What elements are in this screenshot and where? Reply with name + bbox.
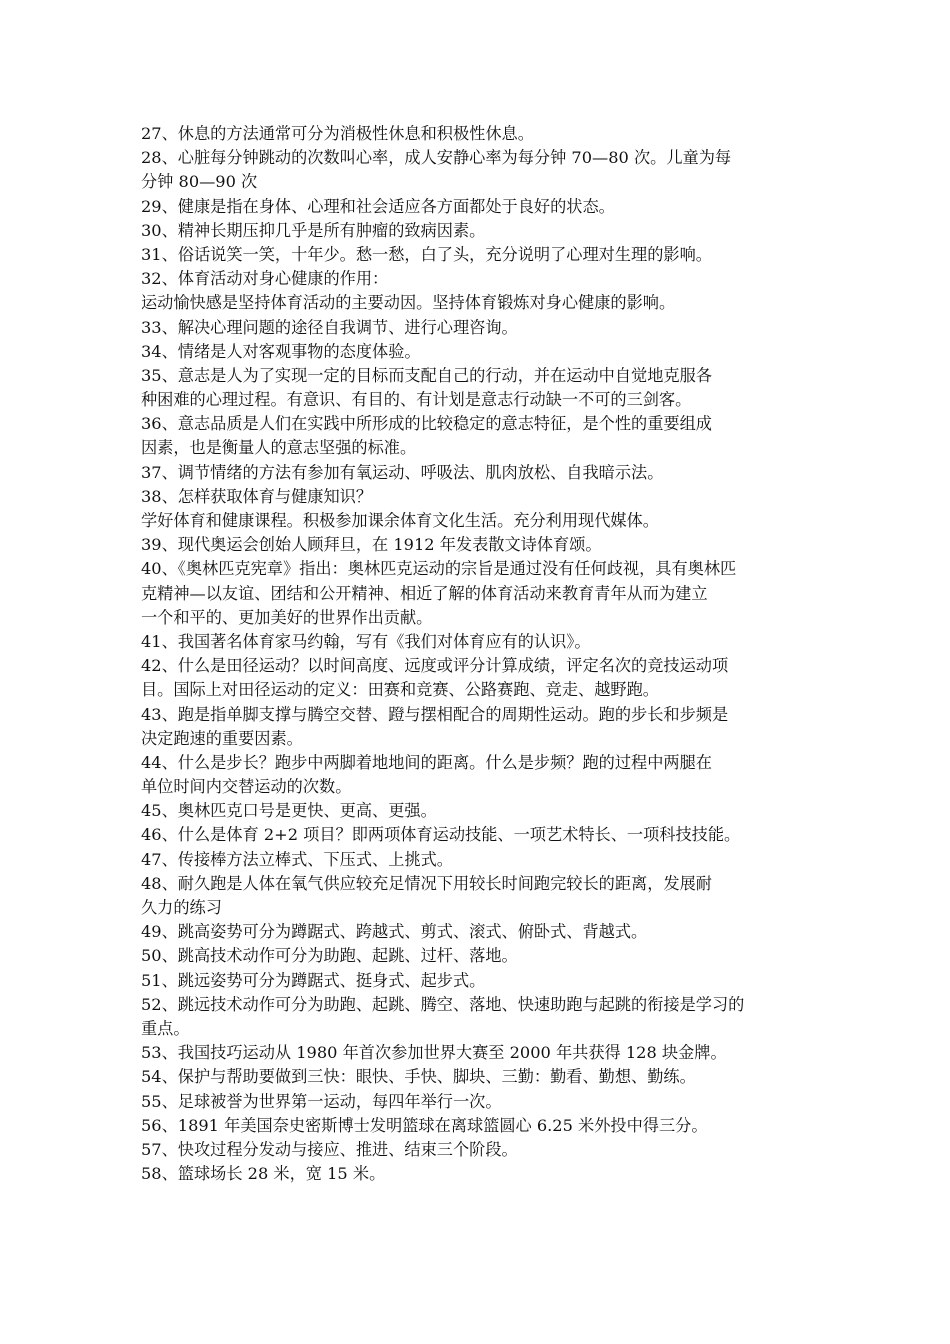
text-line: 36、意志品质是人们在实践中所形成的比较稳定的意志特征，是个性的重要组成 [141,414,712,434]
text-line: 55、足球被誉为世界第一运动，每四年举行一次。 [141,1091,502,1111]
text-line: 分钟 80—90 次 [141,172,258,192]
text-line: 克精神—以友谊、团结和公开精神、相近了解的体育活动来教育青年从而为建立 [141,583,708,603]
text-line: 31、俗话说笑一笑，十年少。愁一愁，白了头，充分说明了心理对生理的影响。 [141,244,712,264]
text-line: 27、休息的方法通常可分为消极性休息和积极性休息。 [141,124,534,143]
text-line: 37、调节情绪的方法有参加有氧运动、呼吸法、肌肉放松、自我暗示法。 [141,462,664,482]
text-line: 58、篮球场长 28 米，宽 15 米。 [141,1164,386,1184]
text-line: 50、跳高技术动作可分为助跑、起跳、过杆、落地。 [141,946,518,966]
text-line: 44、什么是步长？跑步中两脚着地地间的距离。什么是步频？跑的过程中两腿在 [141,752,712,772]
document-body [141,122,816,1186]
text-line: 种困难的心理过程。有意识、有目的、有计划是意志行动缺一不可的三剑客。 [141,390,692,410]
text-line: 33、解决心理问题的途径自我调节、进行心理咨询。 [141,317,518,337]
text-line: 53、我国技巧运动从 1980 年首次参加世界大赛至 2000 年共获得 128 块金牌。 [141,1043,727,1063]
text-line: 28、心脏每分钟跳动的次数叫心率，成人安静心率为每分钟 70—80 次。儿童为每 [141,148,732,168]
text-line: 57、快攻过程分发动与接应、推进、结束三个阶段。 [141,1139,518,1159]
text-line: 40、《奥林匹克宪章》指出：奥林匹克运动的宗旨是通过没有任何歧视，具有奥林匹 [141,559,737,579]
text-line: 39、现代奥运会创始人顾拜旦，在 1912 年发表散文诗体育颂。 [141,535,602,555]
text-line: 决定跑速的重要因素。 [141,728,303,748]
text-line: 54、保护与帮助要做到三快：眼快、手快、脚块、三勤：勤看、勤想、勤练。 [141,1067,696,1087]
text-line: 久力的练习 [141,898,222,917]
text-line: 重点。 [141,1018,190,1038]
text-line: 29、健康是指在身体、心理和社会适应各方面都处于良好的状态。 [141,196,615,216]
text-line: 51、跳远姿势可分为蹲踞式、挺身式、起步式。 [141,970,486,990]
text-line: 35、意志是人为了实现一定的目标而支配自己的行动，并在运动中自觉地克服各 [141,365,712,385]
text-line: 学好体育和健康课程。积极参加课余体育文化生活。充分利用现代媒体。 [141,511,659,530]
text-line: 56、1891 年美国奈史密斯博士发明篮球在离球篮圆心 6.25 米外投中得三分。 [141,1115,708,1135]
text-line: 47、传接棒方法立棒式、下压式、上挑式。 [141,849,453,869]
text-line: 43、跑是指单脚支撑与腾空交替、蹬与摆相配合的周期性运动。跑的步长和步频是 [141,704,729,724]
text-line: 41、我国著名体育家马约翰，写有《我们对体育应有的认识》。 [141,631,591,651]
text-line: 一个和平的、更加美好的世界作出贡献。 [141,607,433,627]
text-line: 42、什么是田径运动？以时间高度、远度或评分计算成绩，评定名次的竞技运动项 [141,656,729,676]
text-line: 单位时间内交替运动的次数。 [141,777,352,797]
text-line: 32、体育活动对身心健康的作用： [141,269,389,289]
text-line: 38、怎样获取体育与健康知识？ [141,486,373,506]
text-line: 因素，也是衡量人的意志坚强的标准。 [141,438,417,458]
text-line: 45、奥林匹克口号是更快、更高、更强。 [141,801,437,821]
text-line: 目。国际上对田径运动的定义：田赛和竞赛、公路赛跑、竞走、越野跑。 [141,680,659,700]
text-line: 49、跳高姿势可分为蹲踞式、跨越式、剪式、滚式、俯卧式、背越式。 [141,922,648,942]
text-line: 48、耐久跑是人体在氧气供应较充足情况下用较长时间跑完较长的距离，发展耐 [141,873,712,893]
text-line: 52、跳远技术动作可分为助跑、起跳、腾空、落地、快速助跑与起跳的衔接是学习的 [141,994,745,1014]
text-line: 运动愉快感是坚持体育活动的主要动因。坚持体育锻炼对身心健康的影响。 [141,293,676,313]
text-line: 46、什么是体育 2+2 项目？即两项体育运动技能、一项艺术特长、一项科技技能。 [141,825,741,845]
text-line: 30、精神长期压抑几乎是所有肿瘤的致病因素。 [141,220,486,240]
text-line: 34、情绪是人对客观事物的态度体验。 [141,341,421,361]
